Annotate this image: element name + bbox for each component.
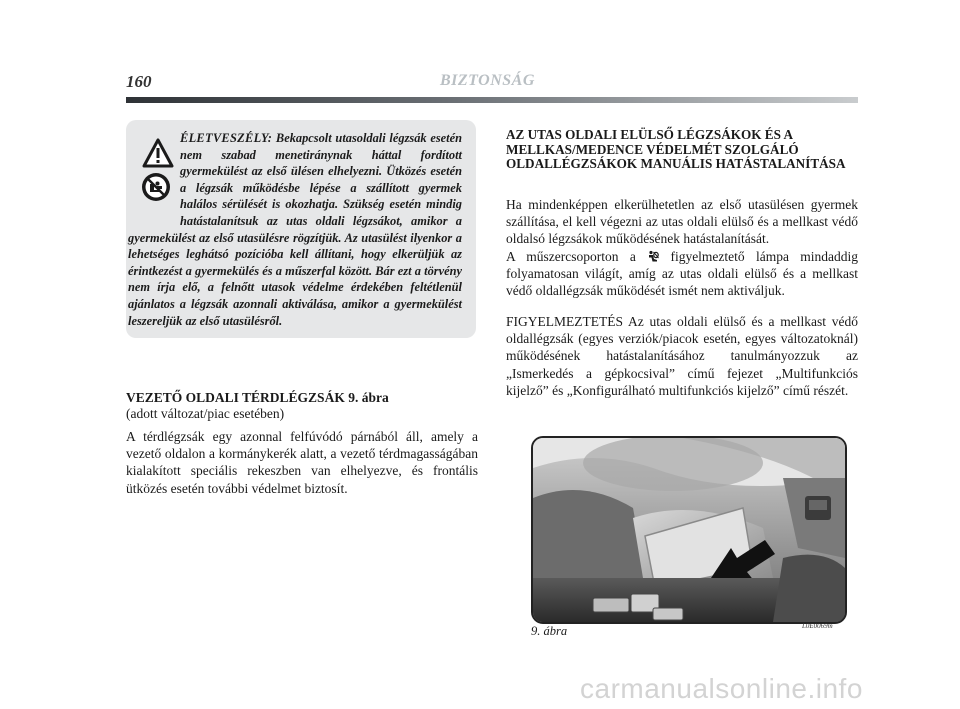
passenger-airbag-paragraph xyxy=(506,196,858,299)
figure-code: L0E0069m xyxy=(802,622,833,630)
dashboard-photo xyxy=(533,438,845,622)
figure-knee-airbag xyxy=(531,436,847,624)
page-number: 160 xyxy=(126,72,152,91)
watermark: carmanualsonline.info xyxy=(580,673,863,704)
warning-note-paragraph: FIGYELMEZTETÉS Az utas oldali elülső és a mellkast védő oldallégzsák (egyes verziók/piacok esetén, egyes változatoknál) működésének hatástalanításához tanulmányozzuk az „Ismerkedés a gépkocsival” című fejezet „Multifunkciós kijelző” és „Konfigurálható multifunkciós kijelző” című részét. xyxy=(506,314,858,398)
passenger-airbag-heading: AZ UTAS OLDALI ELÜLSŐ LÉGZSÁKOK ÉS A MELLKAS/MEDENCE VÉDELMÉT SZOLGÁLÓ OLDALLÉGZSÁKOK MANUÁLIS HATÁSTALANÍTÁSA xyxy=(506,127,846,172)
knee-airbag-heading: VEZETŐ OLDALI TÉRDLÉGZSÁK 9. ábra xyxy=(126,390,389,405)
knee-airbag-subheading: (adott változat/piac esetében) xyxy=(126,406,285,421)
section-title: BIZTONSÁG xyxy=(440,72,535,89)
paragraph-part-a: Ha mindenképpen elkerülhetetlen az első utasülésen gyermek szállítása, el kell végezni az utas oldali elülső és a mellkast védő oldalsó légzsákok működésének hatástalanítását. xyxy=(506,197,858,247)
warning-body: Bekapcsolt utasoldali légzsák esetén nem szabad menetiránynak háttal fordított gyermekülést az első ülésen elhelyezni. Ütközés esetén a légzsák működésbe lépése a szállított gyermek halálos sérülését is okozhatja. Szükség esetén mindig hatástalanítsuk az utas oldali légzsákot, amikor a gyermekülést az első utasülésre rögzítjük. Az utasülést ilyenkor a lehetséges leghátsó pozícióba kell állítani, hogy elkerüljük az érintkezést a gyermekülés és a műszerfal között. Bár ezt a törvény nem írja elő, a felnőtt utasok védelme érdekében feltétlenül ajánlatos a légzsák azonnali aktiválása, amikor a gyermekülést leszereljük az első utasülésről. xyxy=(128,131,462,328)
figure-caption: 9. ábra xyxy=(531,624,568,638)
paragraph-part-b: A műszercsoporton a xyxy=(506,248,636,264)
knee-airbag-paragraph: A térdlégzsák egy azonnal felfúvódó párnából áll, amely a vezető oldalon a kormánykerék alatt, a vezető térdmagasságában kialakított speciális rekeszben van elhelyezve, és frontális ütközés esetén további védelmet biztosít. xyxy=(126,429,478,496)
header-rule xyxy=(126,97,858,103)
airbag-off-warning-icon xyxy=(647,250,659,262)
warning-lead: ÉLETVESZÉLY: xyxy=(180,131,273,145)
paragraph-part-c: figyelmeztető lámpa mindaddig folyamatosan világít, amíg az utas oldali elülső és a mellkast védő oldallégzsák működését ismét nem aktiváljuk. xyxy=(506,248,858,299)
warning-text xyxy=(128,130,462,329)
